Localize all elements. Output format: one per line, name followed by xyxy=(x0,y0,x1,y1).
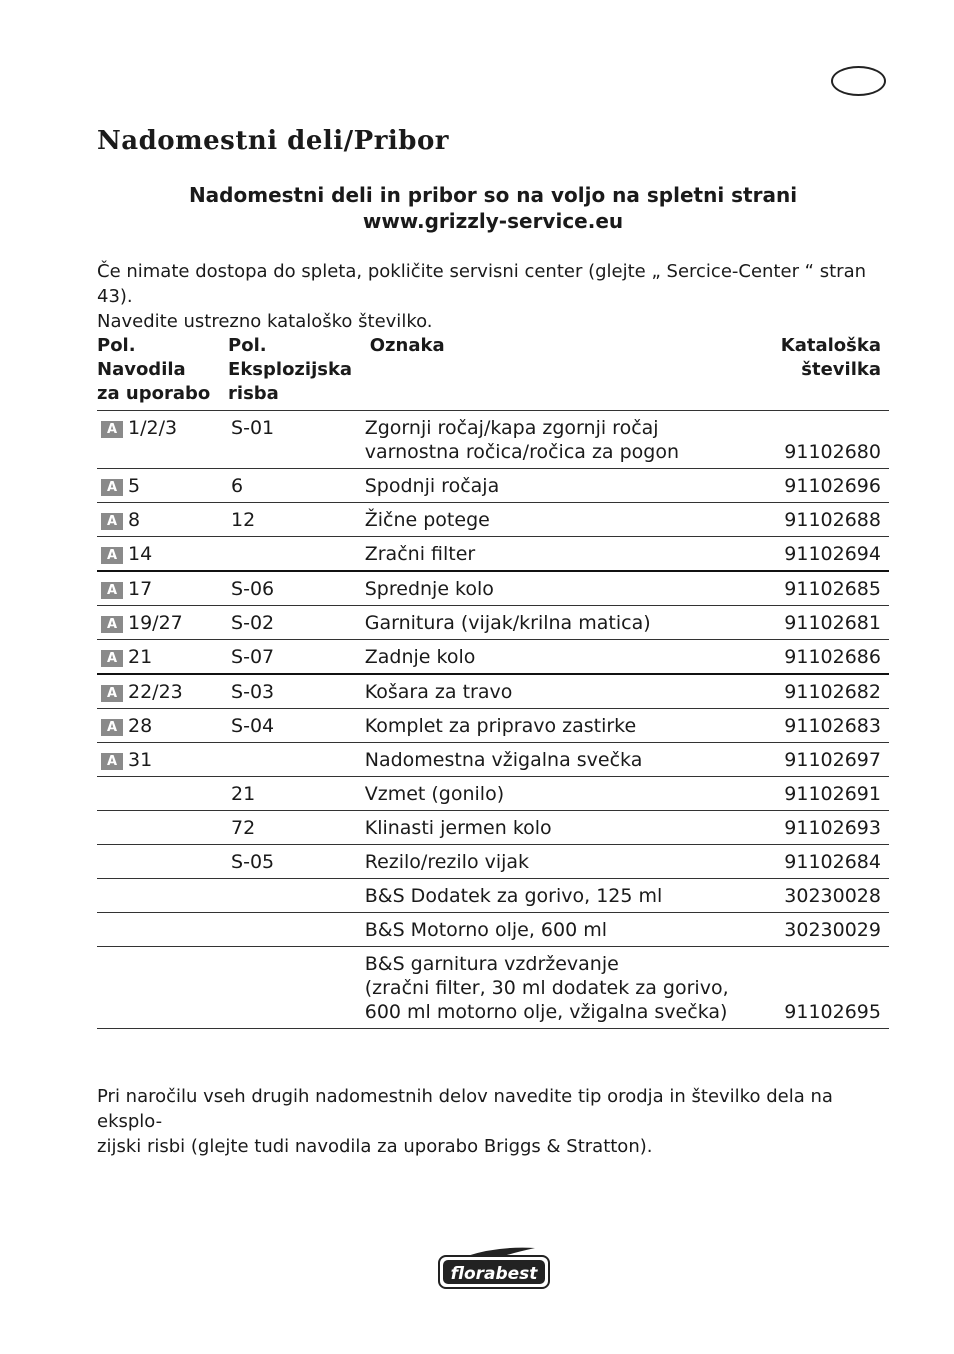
cell-pos-manual xyxy=(97,913,228,947)
table-row xyxy=(97,571,889,606)
intro-line-1: Če nimate dostopa do spleta, pokličite servisni center (glejte „ Sercice-Center “ stran 43). xyxy=(97,261,867,307)
cell-pos-manual xyxy=(97,777,228,811)
cell-designation: Rezilo/rezilo vijak xyxy=(365,845,761,879)
cell-catalog-number: 91102695 xyxy=(760,947,889,1029)
figure-a-badge: A xyxy=(101,753,123,770)
cell-designation: Sprednje kolo xyxy=(365,571,761,606)
cell-catalog-number: 91102682 xyxy=(760,674,889,709)
cell-pos-explosion: S-07 xyxy=(228,640,365,675)
cell-pos-manual: A 1/2/3 xyxy=(97,411,228,469)
table-row xyxy=(97,606,889,640)
footer-line-1: Pri naročilu vseh drugih nadomestnih delov navedite tip orodja in številko dela na eksplo- xyxy=(97,1086,833,1132)
table-row xyxy=(97,503,889,537)
table-header-row xyxy=(97,334,889,411)
cell-catalog-number: 91102686 xyxy=(760,640,889,675)
footer-line-2: zijski risbi (glejte tudi navodila za uporabo Briggs & Stratton). xyxy=(97,1136,653,1157)
cell-catalog-number: 30230028 xyxy=(760,879,889,913)
cell-catalog-number: 91102696 xyxy=(760,469,889,503)
intro-text xyxy=(97,259,889,334)
cell-pos-explosion: S-03 xyxy=(228,674,365,709)
cell-designation: Klinasti jermen kolo xyxy=(365,811,761,845)
cell-designation: Komplet za pripravo zastirke xyxy=(365,709,761,743)
table-row xyxy=(97,913,889,947)
cell-pos-explosion xyxy=(228,913,365,947)
cell-designation: B&S Motorno olje, 600 ml xyxy=(365,913,761,947)
figure-a-badge: A xyxy=(101,421,123,438)
cell-catalog-number: 91102684 xyxy=(760,845,889,879)
cell-pos-explosion xyxy=(228,537,365,572)
cell-pos-explosion xyxy=(228,947,365,1029)
cell-catalog-number: 30230029 xyxy=(760,913,889,947)
cell-designation: B&S Dodatek za gorivo, 125 ml xyxy=(365,879,761,913)
florabest-logo xyxy=(437,1246,551,1290)
cell-pos-explosion: S-05 xyxy=(228,845,365,879)
cell-pos-manual: A 14 xyxy=(97,537,228,572)
cell-designation: Garnitura (vijak/krilna matica) xyxy=(365,606,761,640)
cell-pos-explosion xyxy=(228,879,365,913)
cell-pos-explosion: 12 xyxy=(228,503,365,537)
cell-pos-explosion xyxy=(228,743,365,777)
cell-pos-explosion: S-01 xyxy=(228,411,365,469)
parts-table xyxy=(97,334,889,1029)
cell-catalog-number: 91102685 xyxy=(760,571,889,606)
figure-a-badge: A xyxy=(101,685,123,702)
cell-pos-explosion: S-06 xyxy=(228,571,365,606)
logo-text: florabest xyxy=(450,1264,538,1284)
cell-pos-manual: A 31 xyxy=(97,743,228,777)
cell-pos-manual: A 19/27 xyxy=(97,606,228,640)
figure-a-badge: A xyxy=(101,650,123,667)
cell-designation: Nadomestna vžigalna svečka xyxy=(365,743,761,777)
website-url: www.grizzly-service.eu xyxy=(362,209,624,233)
page-title: Nadomestni deli/Pribor xyxy=(97,126,449,156)
figure-a-badge: A xyxy=(101,479,123,496)
cell-pos-explosion: 72 xyxy=(228,811,365,845)
table-row xyxy=(97,411,889,469)
figure-a-badge: A xyxy=(101,547,123,564)
cell-pos-explosion: S-04 xyxy=(228,709,365,743)
table-row xyxy=(97,469,889,503)
table-row xyxy=(97,777,889,811)
figure-a-badge: A xyxy=(101,513,123,530)
table-row xyxy=(97,640,889,675)
cell-designation: Zgornji ročaj/kapa zgornji ročaj varnostna ročica/ročica za pogon xyxy=(365,411,761,469)
cell-pos-manual xyxy=(97,879,228,913)
table-row xyxy=(97,845,889,879)
cell-designation: B&S garnitura vzdrževanje (zračni filter, 30 ml dodatek za gorivo, 600 ml motorno olje, vžigalna svečka) xyxy=(365,947,761,1029)
cell-designation: Košara za travo xyxy=(365,674,761,709)
header-pos-manual: Pol. Navodila za uporabo xyxy=(97,334,228,411)
cell-catalog-number: 91102683 xyxy=(760,709,889,743)
table-row xyxy=(97,743,889,777)
cell-catalog-number: 91102693 xyxy=(760,811,889,845)
figure-a-badge: A xyxy=(101,616,123,633)
cell-pos-manual: A 5 xyxy=(97,469,228,503)
footer-note xyxy=(97,1084,889,1159)
cell-pos-explosion: 21 xyxy=(228,777,365,811)
cell-catalog-number: 91102680 xyxy=(760,411,889,469)
cell-catalog-number: 91102681 xyxy=(760,606,889,640)
table-row xyxy=(97,947,889,1029)
cell-pos-manual xyxy=(97,947,228,1029)
cell-designation: Zadnje kolo xyxy=(365,640,761,675)
cell-pos-manual xyxy=(97,845,228,879)
subheading xyxy=(97,182,889,234)
cell-pos-manual xyxy=(97,811,228,845)
cell-pos-manual: A 8 xyxy=(97,503,228,537)
cell-designation: Žične potege xyxy=(365,503,761,537)
cell-pos-manual: A 17 xyxy=(97,571,228,606)
cell-designation: Vzmet (gonilo) xyxy=(365,777,761,811)
cell-designation: Spodnji ročaja xyxy=(365,469,761,503)
cell-designation: Zračni filter xyxy=(365,537,761,572)
header-designation: Oznaka xyxy=(365,334,761,411)
figure-a-badge: A xyxy=(101,719,123,736)
figure-a-badge: A xyxy=(101,582,123,599)
table-row xyxy=(97,674,889,709)
table-row xyxy=(97,537,889,572)
intro-line-2: Navedite ustrezno kataloško številko. xyxy=(97,311,433,332)
header-pos-explosion: Pol. Eksplozijska risba xyxy=(228,334,365,411)
cell-pos-manual: A 21 xyxy=(97,640,228,675)
header-catalog-number: Kataloška številka xyxy=(760,334,889,411)
table-row xyxy=(97,879,889,913)
cell-catalog-number: 91102691 xyxy=(760,777,889,811)
cell-pos-manual: A 28 xyxy=(97,709,228,743)
cell-pos-explosion: 6 xyxy=(228,469,365,503)
cell-pos-manual: A 22/23 xyxy=(97,674,228,709)
table-row xyxy=(97,709,889,743)
cell-pos-explosion: S-02 xyxy=(228,606,365,640)
cell-catalog-number: 91102694 xyxy=(760,537,889,572)
table-row xyxy=(97,811,889,845)
language-badge xyxy=(831,66,886,96)
cell-catalog-number: 91102697 xyxy=(760,743,889,777)
cell-catalog-number: 91102688 xyxy=(760,503,889,537)
subheading-line-1: Nadomestni deli in pribor so na voljo na spletni strani xyxy=(188,183,798,207)
